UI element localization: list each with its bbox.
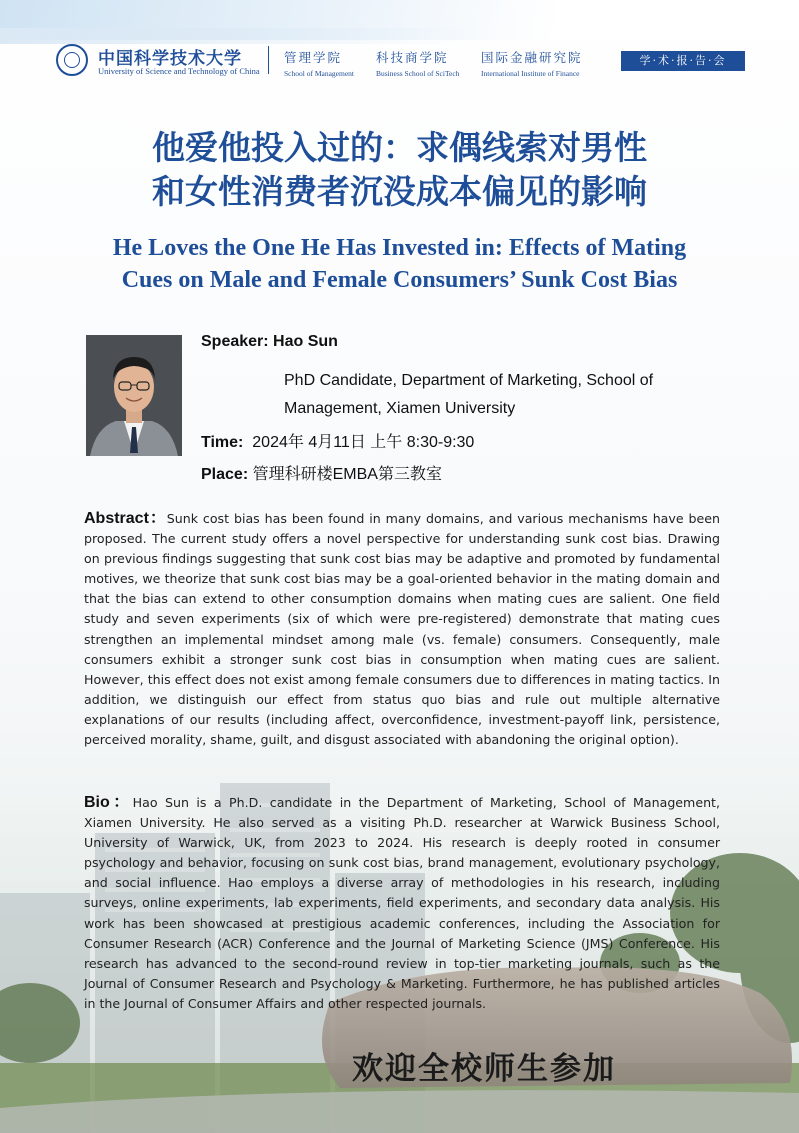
time-line: Time: 2024年 4月11日 上午 8:30-9:30: [201, 434, 475, 451]
unit-international-institute-finance: 国际金融研究院 International Institute of Finance: [481, 50, 583, 78]
bio-text: Hao Sun is a Ph.D. candidate in the Department of Marketing, School of Management, Xiamen University. He also served as a visiting Ph.D. researcher at Warwick Business School, University of Warwick, UK, from 2023 to 2024. His research is deeply rooted in consumer psychology and behavior, focusing on sunk cost bias, brand management, evolutionary psychology, and social influence. Hao employs a diverse array of methodologies in his research, including surveys, online experiments, lab experiments, field experiments, and secondary data analysis. His work has been showcased at prestigious academic conferences, including the Association for Consumer Research (ACR) Conference and the Journal of Marketing Science (JMS) Conference. His research has advanced to the second-round review in top-tier marketing journals, such as the Journal of Consumer Research and Psychology & Marketing. Furthermore, he has published articles in the Journal of Consumer Affairs and other respected journals.: [84, 795, 720, 1011]
place-line: Place: 管理科研楼EMBA第三教室: [201, 466, 442, 483]
abstract-label: Abstract：: [84, 510, 167, 527]
bio-section: [84, 793, 720, 1014]
university-name-cn: 中国科学技术大学: [98, 49, 242, 69]
abstract-text: Sunk cost bias has been found in many domains, and various mechanisms have been proposed. The current study offers a novel perspective for understanding sunk cost bias. Drawing on previous findings suggesting that sunk cost bias may be adaptive and promoted by fundamental motives, we theorize that sunk cost bias may be a goal-oriented behavior in the mating domain and that the bias can extend to other consumption domains when mating cues are salient. One field study and seven experiments (six of which were pre-registered) demonstrate that mating cues strengthen an implemental mindset among male (vs. female) consumers. Consequently, male consumers exhibit a stronger sunk cost bias in consumption when mating cues are salient. However, this effect does not exist among female consumers due to differences in mating tactics. In addition, we distinguish our effect from status quo bias and rule out multiple alternative explanations of our results (including affect, overconfidence, investment-payoff link, persistence, perceived morality, shame, guilt, and disgust associated with abandoning the original option).: [84, 511, 720, 748]
bio-label: Bio：: [84, 794, 133, 811]
institution-header: [56, 42, 756, 78]
time-value: 2024年 4月11日 上午 8:30-9:30: [252, 434, 475, 451]
university-seal-icon: [56, 44, 88, 76]
speaker-name: Hao Sun: [273, 333, 338, 350]
unit-business-school-scitech: 科技商学院 Business School of SciTech: [376, 50, 460, 78]
talk-title-en: He Loves the One He Has Invested in: Effects of Mating Cues on Male and Female Consumers’ Sunk Cost Bias: [112, 235, 687, 293]
university-name-en: University of Science and Technology of China: [98, 66, 260, 76]
welcome-closing: 欢迎全校师生参加: [352, 1051, 616, 1087]
academic-seminar-badge: 学·术·报·告·会: [621, 51, 745, 71]
header-divider: [268, 46, 269, 74]
abstract-section: [84, 509, 720, 750]
speaker-line: Speaker: Hao Sun: [201, 333, 338, 350]
speaker-photo: [86, 335, 182, 456]
unit-school-of-management: 管理学院 School of Management: [284, 50, 354, 78]
speaker-affiliation: PhD Candidate, Department of Marketing, School of Management, Xiamen University: [284, 372, 654, 417]
place-value: 管理科研楼EMBA第三教室: [252, 466, 442, 483]
talk-title-cn: 他爱他投入过的：求偶线索对男性 和女性消费者沉没成本偏见的影响: [152, 128, 647, 211]
